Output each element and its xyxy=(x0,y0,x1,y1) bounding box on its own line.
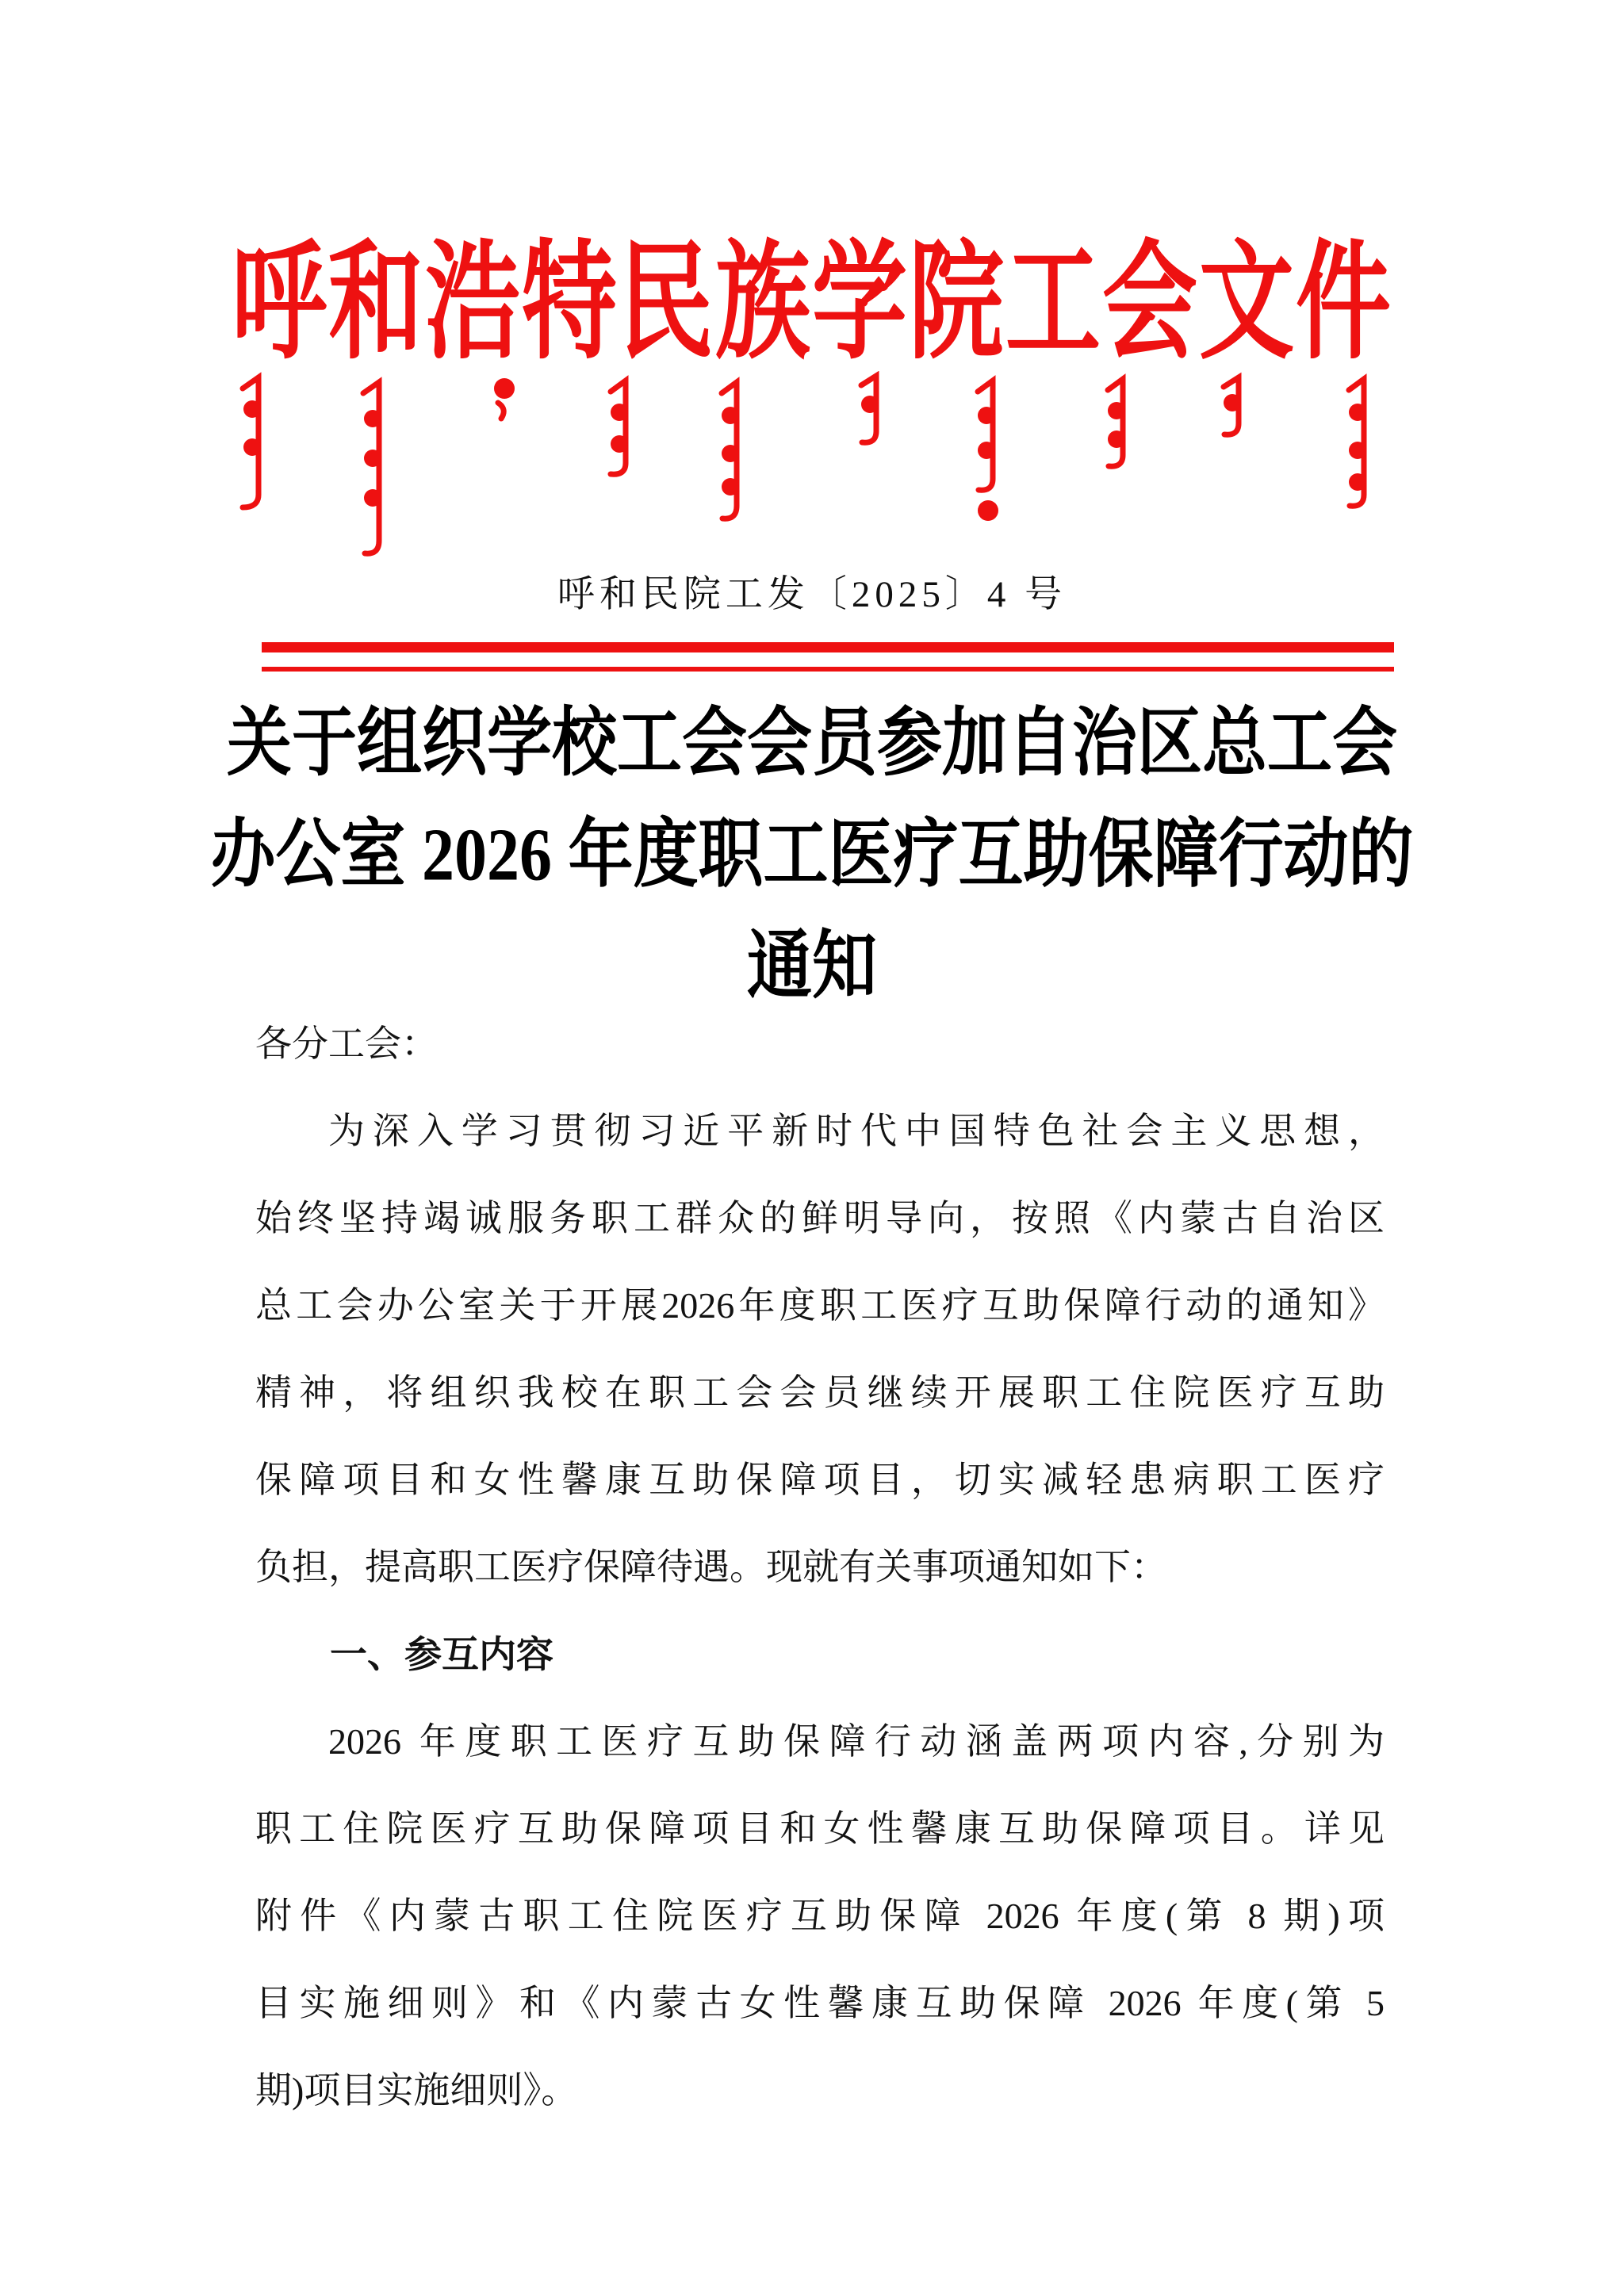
org-masthead-title: 呼和浩特民族学院工会文件 xyxy=(232,232,1392,375)
rule-thin-bar xyxy=(262,667,1394,672)
body-text-line: 附件《内蒙古职工住院医疗互助保障 2026 年度(第 8 期)项 xyxy=(255,1896,1385,1936)
body-text-line: 目实施细则》和《内蒙古女性馨康互助保障 2026 年度(第 5 xyxy=(255,1983,1385,2023)
mongolian-script-banner-icon xyxy=(0,371,1624,561)
document-title-line-1: 关于组织学校工会会员参加自治区总工会 xyxy=(226,702,1397,785)
body-text-line: 精神，将组织我校在职工会会员继续开展职工住院医疗互助 xyxy=(255,1372,1385,1413)
body-text-line: 期)项目实施细则》。 xyxy=(255,2070,578,2110)
salutation-line: 各分工会： xyxy=(255,1024,438,1064)
document-number: 呼和民院工发〔2025〕4 号 xyxy=(557,574,1067,615)
document-title xyxy=(127,688,1497,1022)
document-title-line-3: 通知 xyxy=(746,924,877,1008)
body-text-line: 保障项目和女性馨康互助保障项目，切实减轻患病职工医疗 xyxy=(255,1460,1385,1500)
body-text-line: 2026 年度职工医疗互助保障行动涵盖两项内容,分别为 xyxy=(328,1721,1385,1762)
body-text-line: 总工会办公室关于开展2026年度职工医疗互助保障行动的通知》 xyxy=(255,1285,1385,1326)
document-body xyxy=(255,1001,1385,2134)
body-text-line: 负担，提高职工医疗保障待遇。现就有关事项通知如下： xyxy=(255,1547,1167,1587)
body-text-line: 始终坚持竭诚服务职工群众的鲜明导向，按照《内蒙古自治区 xyxy=(255,1198,1385,1238)
body-text-line: 为深入学习贯彻习近平新时代中国特色社会主义思想， xyxy=(328,1111,1385,1151)
document-title-line-2: 办公室 2026 年度职工医疗互助保障行动的 xyxy=(210,813,1414,897)
rule-thick-bar xyxy=(262,642,1394,652)
section-heading: 一、参互内容 xyxy=(330,1633,553,1675)
rule-gap xyxy=(262,652,1394,667)
red-separator-rule xyxy=(262,642,1394,672)
body-text-line: 职工住院医疗互助保障项目和女性馨康互助保障项目。详见 xyxy=(255,1808,1385,1849)
